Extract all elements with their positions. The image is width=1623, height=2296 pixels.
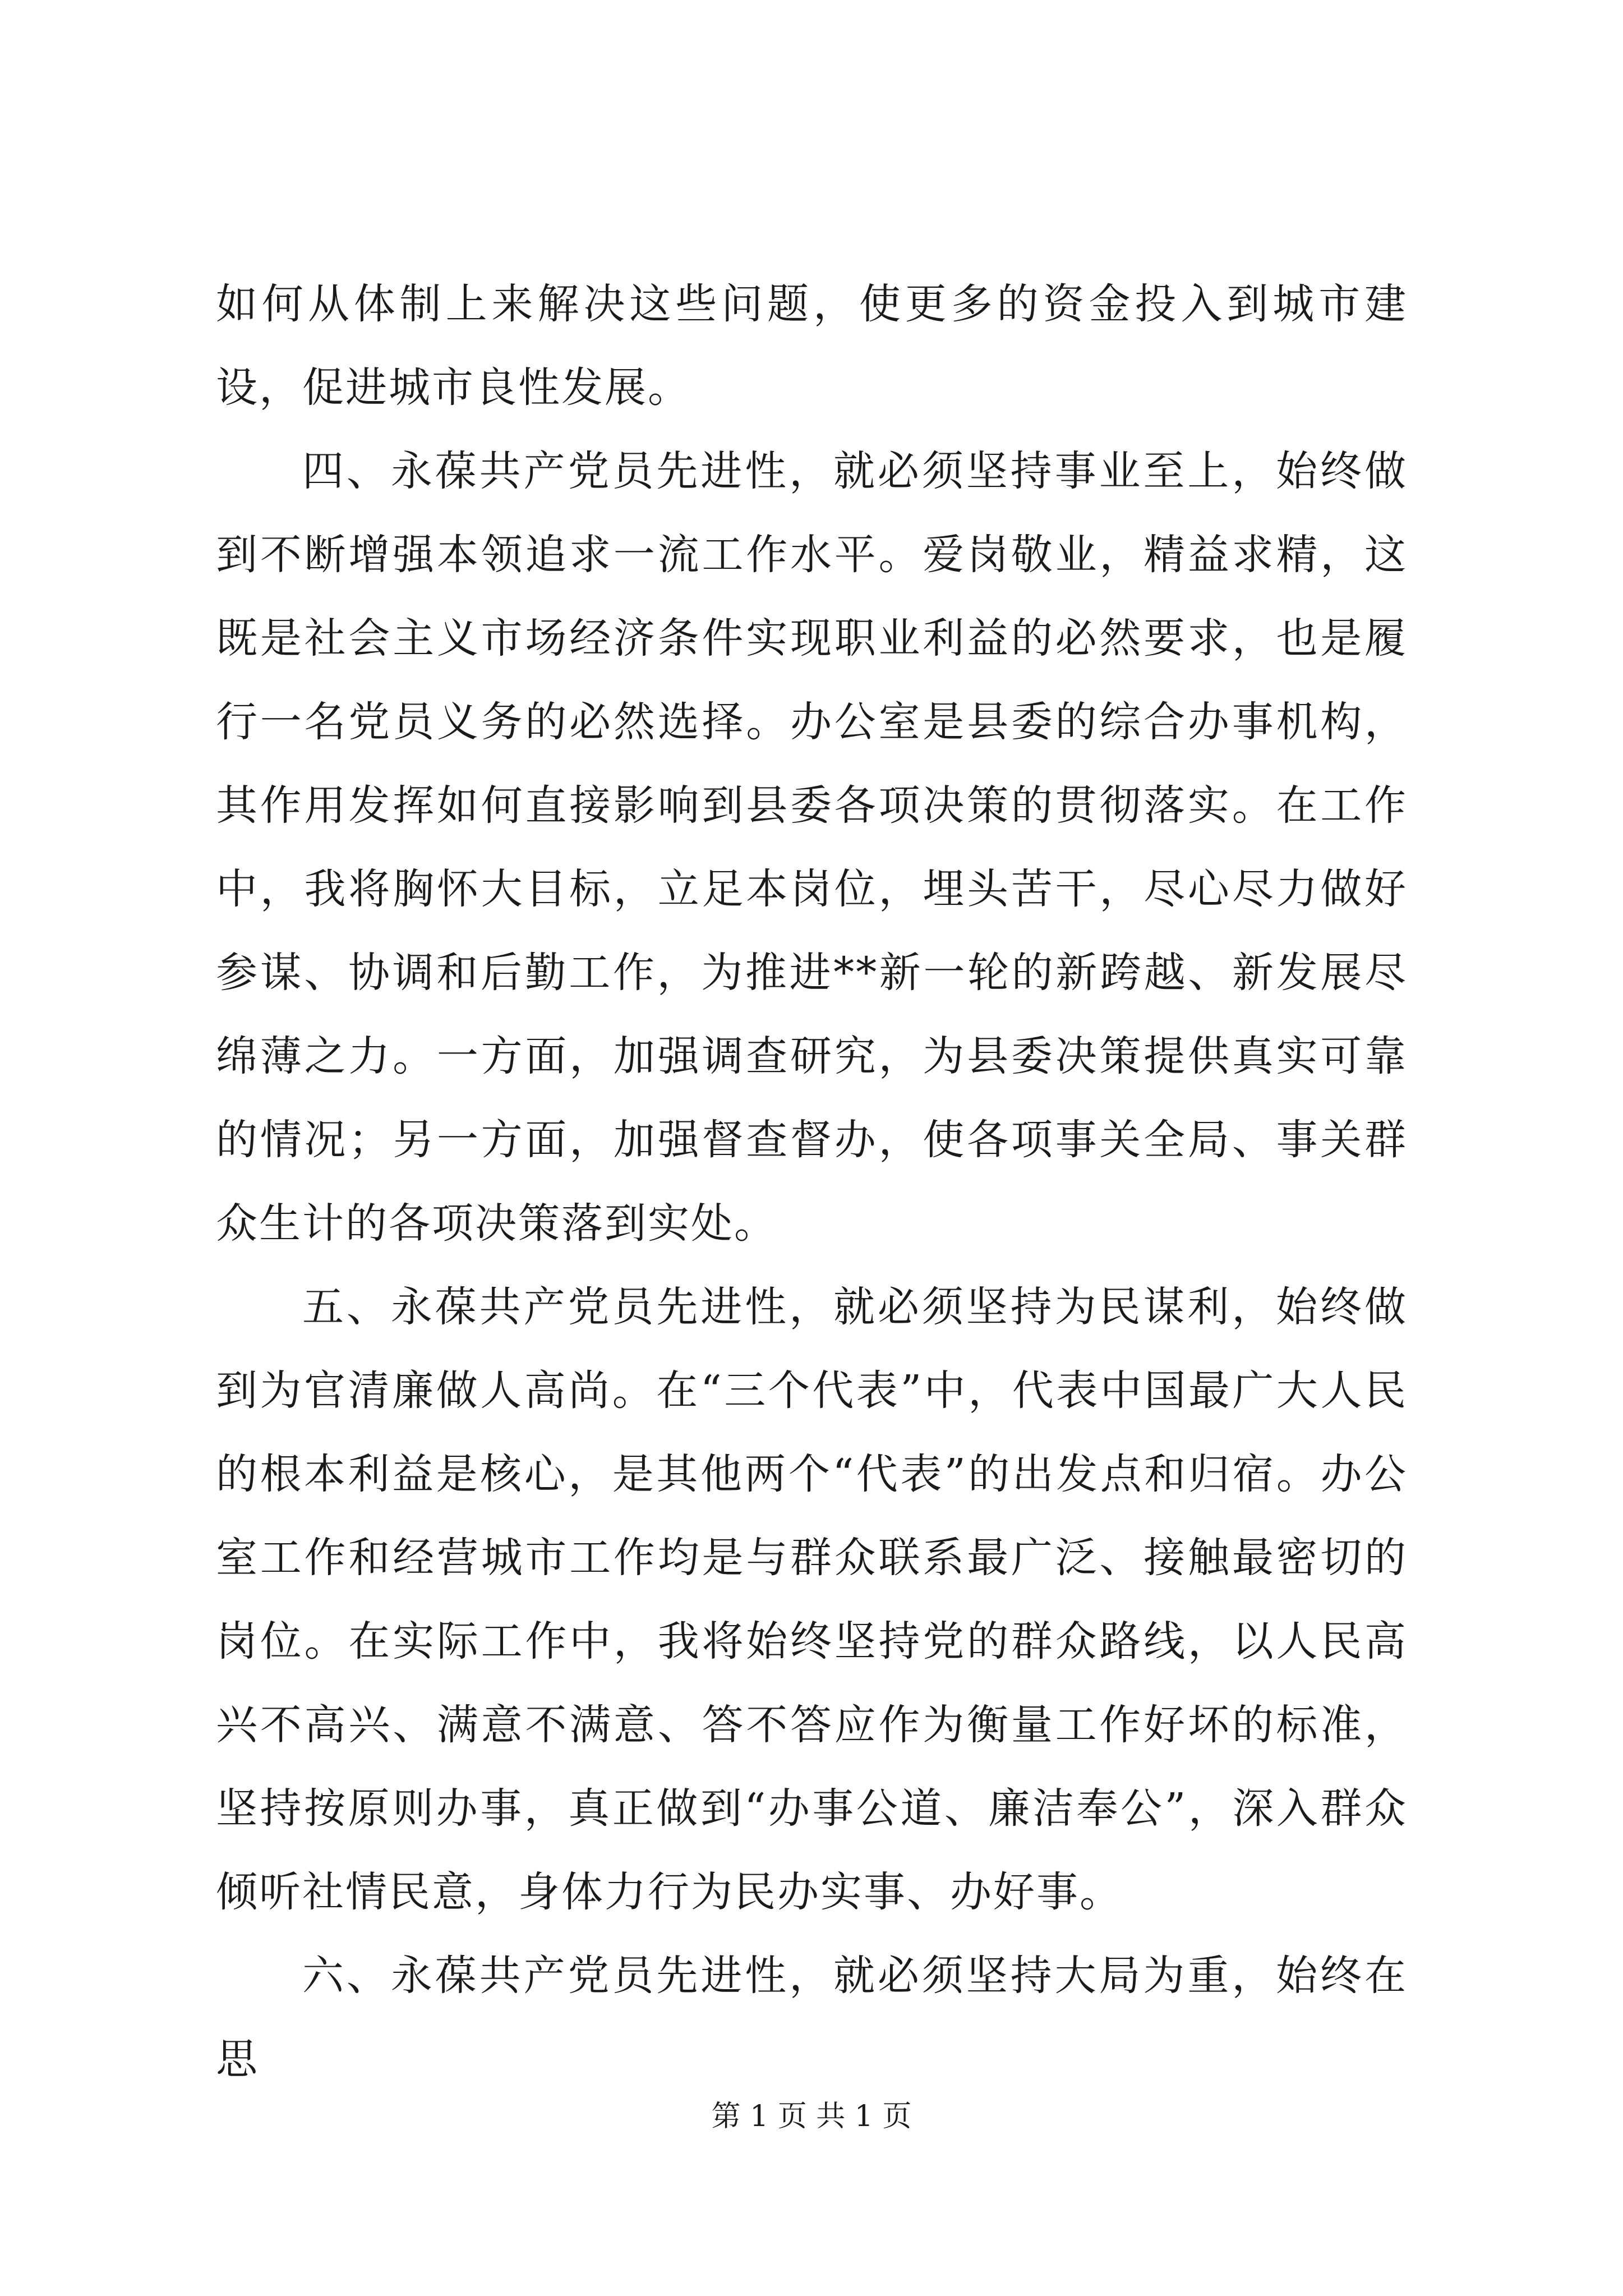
paragraph-continuation: 如何从体制上来解决这些问题，使更多的资金投入到城市建设，促进城市良性发展。 — [216, 280, 1408, 412]
page-footer — [0, 2097, 1623, 2136]
document-body — [216, 263, 1408, 2101]
paragraph-six: 六、永葆共产党员先进性，就必须坚持大局为重，始终在思 — [216, 1952, 1408, 2083]
paragraph-four: 四、永葆共产党员先进性，就必须坚持事业至上，始终做到不断增强本领追求一流工作水平。爱岗敬业，精益求精，这既是社会主义市场经济条件实现职业利益的必然要求，也是履行一名党员义务的必然选择。办公室是县委的综合办事机构，其作用发挥如何直接影响到县委各项决策的贯彻落实。在工作中，我将胸怀大目标，立足本岗位，埋头苦干，尽心尽力做好参谋、协调和后勤工作，为推进**新一轮的新跨越、新发展尽绵薄之力。一方面，加强调查研究，为县委决策提供真实可靠的情况；另一方面，加强督查督办，使各项事关全局、事关群众生计的各项决策落到实处。 — [216, 447, 1408, 1248]
paragraph-five: 五、永葆共产党员先进性，就必须坚持为民谋利，始终做到为官清廉做人高尚。在“三个代表”中，代表中国最广大人民的根本利益是核心，是其他两个“代表”的出发点和归宿。办公室工作和经营城市工作均是与群众联系最广泛、接触最密切的岗位。在实际工作中，我将始终坚持党的群众路线，以人民高兴不高兴、满意不满意、答不答应作为衡量工作好坏的标准，坚持按原则办事，真正做到“办事公道、廉洁奉公”，深入群众倾听社情民意，身体力行为民办实事、办好事。 — [216, 1283, 1408, 1916]
page-number-label: 第 1 页 共 1 页 — [711, 2100, 912, 2133]
